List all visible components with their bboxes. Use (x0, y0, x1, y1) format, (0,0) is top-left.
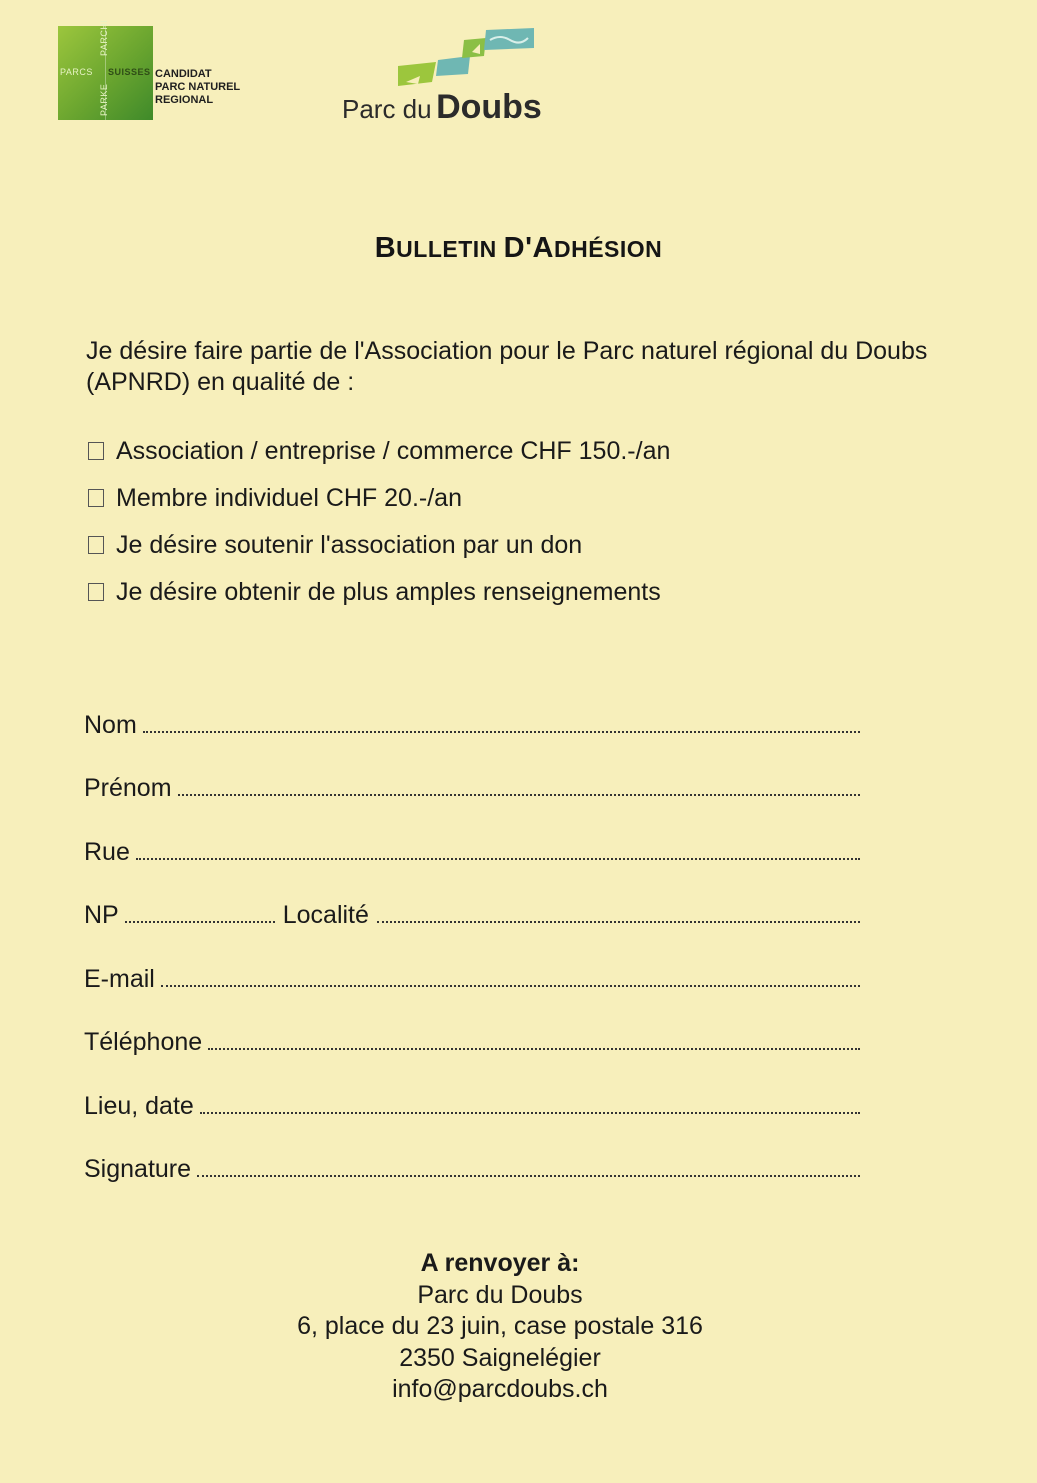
field-label: Lieu, date (84, 1091, 194, 1120)
field-telephone (84, 994, 860, 1058)
email-input-line[interactable] (161, 984, 860, 987)
option-label: Membre individuel CHF 20.-/an (116, 483, 462, 512)
intro-paragraph: Je désire faire partie de l'Association pour le Parc naturel régional du Doubs (APNRD) en qualité de : (86, 337, 928, 396)
return-street: 6, place du 23 juin, case postale 316 (297, 1312, 703, 1340)
river-icon (340, 26, 545, 88)
return-org: Parc du Doubs (417, 1280, 583, 1309)
rue-input-line[interactable] (136, 857, 860, 860)
candidat-caption (155, 68, 240, 107)
return-heading: A renvoyer à: (420, 1249, 580, 1277)
prenom-input-line[interactable] (178, 793, 860, 796)
title-part: B (374, 232, 397, 264)
field-np-localite (84, 867, 860, 931)
option-label: Association / entreprise / commerce CHF 150.-/an (116, 436, 671, 465)
return-email[interactable]: info@parcdoubs.ch (392, 1375, 608, 1403)
logo-word-suisses: SUISSES (108, 67, 151, 77)
parc-du-doubs-wordmark (342, 88, 542, 127)
parc-du-doubs-logo (340, 26, 545, 130)
field-label: Localité (282, 901, 369, 929)
membership-options (88, 428, 888, 616)
option-label: Je désire soutenir l'association par un don (116, 530, 583, 559)
field-signature (84, 1121, 860, 1185)
option-association[interactable] (88, 428, 888, 474)
field-label: Rue (84, 837, 130, 866)
field-prenom (84, 740, 860, 804)
signature-input-line[interactable] (197, 1174, 860, 1177)
logo-word-parchi: PARCHI (99, 19, 109, 56)
caption-line: PARC NATUREL (155, 81, 241, 93)
option-info[interactable] (88, 569, 888, 615)
field-rue (84, 803, 860, 867)
return-city: 2350 Saignelégier (399, 1343, 601, 1372)
option-donation[interactable] (88, 522, 888, 568)
logo-word-parke: PARKE (99, 83, 109, 116)
field-label: Prénom (84, 774, 172, 802)
localite-input-line[interactable] (377, 920, 860, 923)
checkbox-individual[interactable] (88, 489, 104, 507)
title-part: DHÉSION (553, 236, 663, 262)
page-title (0, 232, 1037, 265)
field-email (84, 930, 860, 994)
caption-line: REGIONAL (155, 94, 214, 106)
field-nom (84, 676, 860, 740)
checkbox-info[interactable] (88, 583, 104, 601)
wordmark-name: Doubs (436, 88, 542, 126)
lieu-date-input-line[interactable] (200, 1111, 860, 1114)
checkbox-donation[interactable] (88, 536, 104, 554)
field-lieu-date (84, 1057, 860, 1121)
contact-fields (84, 676, 860, 1184)
logo-word-parcs: PARCS (60, 67, 93, 77)
wordmark-prefix: Parc du (342, 94, 432, 124)
telephone-input-line[interactable] (208, 1047, 860, 1050)
checkbox-association[interactable] (88, 442, 104, 460)
option-label: Je désire obtenir de plus amples renseignements (116, 577, 661, 606)
field-label: Signature (84, 1155, 192, 1183)
np-input-line[interactable] (125, 920, 275, 923)
return-address (0, 1248, 1000, 1406)
field-label: Téléphone (84, 1028, 203, 1056)
title-part: ULLETIN (396, 236, 504, 262)
parcs-suisses-logo (58, 19, 258, 122)
title-part: D'A (503, 232, 554, 264)
field-label: E-mail (84, 964, 155, 993)
field-label: NP (84, 901, 119, 929)
field-label: Nom (84, 710, 137, 739)
caption-line: CANDIDAT (155, 68, 212, 80)
nom-input-line[interactable] (143, 730, 860, 733)
option-individual[interactable] (88, 475, 888, 521)
